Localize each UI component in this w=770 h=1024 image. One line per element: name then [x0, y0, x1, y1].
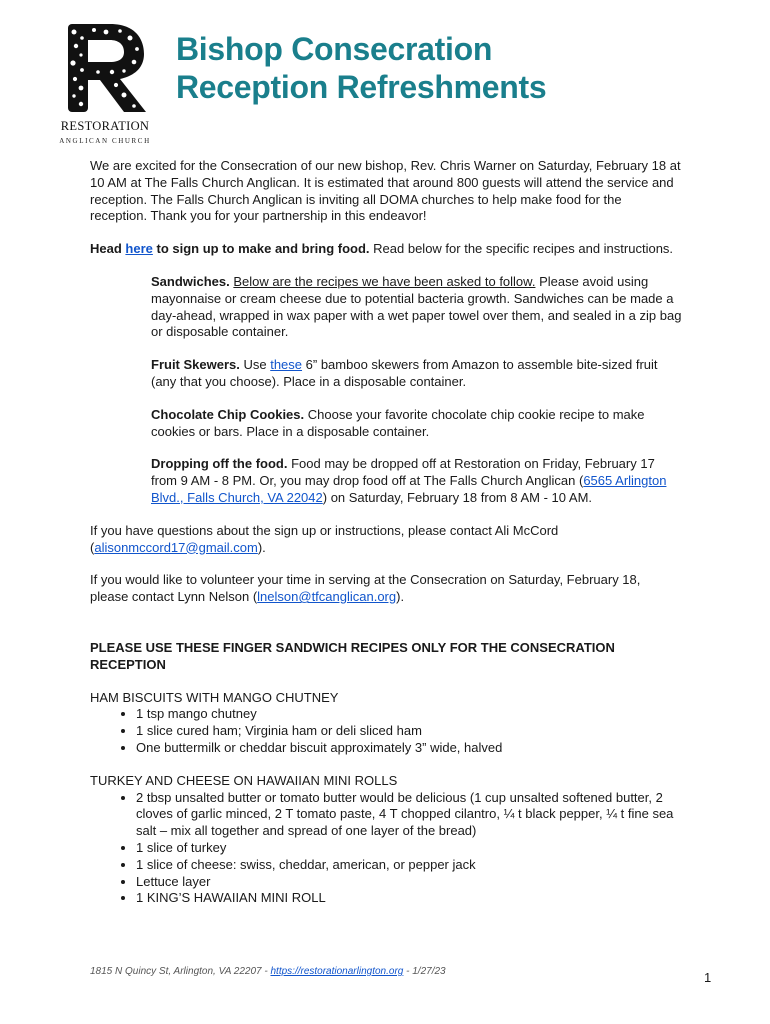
turkey-ingredient-list — [90, 790, 682, 908]
signup-paragraph: Head here to sign up to make and bring food. Read below for the specific recipes and instructions. — [90, 241, 674, 257]
recipes-heading: PLEASE USE THESE FINGER SANDWICH RECIPES ONLY FOR THE CONSECRATION RECEPTION — [90, 639, 615, 672]
church-logo — [50, 22, 160, 145]
cookies-label: Chocolate Chip Cookies. — [151, 406, 305, 422]
list-item: • 1 slice of cheese: swiss, cheddar, american, or pepper jack — [136, 857, 682, 874]
list-item: • Lettuce layer — [136, 874, 682, 891]
volunteer-paragraph: If you would like to volunteer your time in serving at the Consecration on Saturday, February 18, please contact Lynn Nelson (lnelson@tfcanglican.org). — [90, 572, 641, 605]
page-title — [176, 30, 546, 106]
skewers-link[interactable]: these — [270, 357, 303, 373]
list-item: • 2 tbsp unsalted butter or tomato butter would be delicious (1 cup unsalted softened butter, 2 cloves of garlic minced, 2 T tomato paste, 4 T chopped cilantro, ¼ t black pepper, ¼ t fine sea salt – mix all together and spread of one layer of the bread) — [136, 790, 682, 840]
ali-email-link[interactable]: alisonmccord17@gmail.com — [94, 539, 258, 555]
sandwiches-underlined: Below are the recipes we have been asked to follow. — [233, 273, 536, 289]
dropoff-label: Dropping off the food. — [151, 456, 288, 472]
logo-letter-icon — [54, 22, 154, 114]
address-link[interactable]: 6565 Arlington Blvd., Falls Church, VA 22042 — [151, 473, 667, 505]
signup-link[interactable]: here — [125, 241, 153, 257]
sandwiches-paragraph: Sandwiches. Below are the recipes we have been asked to follow. Please avoid using mayonnaise or cream cheese due to potential bacteria growth. Sandwiches can be made a day-ahead, wrapped in wax paper with a wet paper towel over them, and sealed in a zip bag or disposable container. — [151, 273, 682, 340]
list-item: • 1 slice cured ham; Virginia ham or deli sliced ham — [136, 723, 682, 740]
sandwiches-label: Sandwiches. — [151, 273, 230, 289]
document-body — [90, 158, 682, 923]
lynn-email-link[interactable]: lnelson@tfcanglican.org — [257, 589, 397, 605]
skewers-label: Fruit Skewers. — [151, 357, 240, 373]
questions-paragraph: If you have questions about the sign up or instructions, please contact Ali McCord (alisonmccord17@gmail.com). — [90, 522, 559, 555]
website-link[interactable]: https://restorationarlington.org — [270, 966, 404, 977]
cookies-paragraph: Chocolate Chip Cookies. Choose your favorite chocolate chip cookie recipe to make cookies or bars. Place in a disposable container. — [151, 406, 645, 439]
turkey-recipe-title: TURKEY AND CHEESE ON HAWAIIAN MINI ROLLS — [90, 772, 398, 788]
dropoff-paragraph: Dropping off the food. Food may be dropped off at Restoration on Friday, February 17 from 9 AM - 8 PM. Or, you may drop food off at The Falls Church Anglican (6565 Arlington Blvd., Falls Church, VA 22042) on Saturday, February 18 from 8 AM - 10 AM. — [151, 456, 667, 505]
logo-wordmark: RESTORATION — [60, 119, 150, 133]
list-item: • One buttermilk or cheddar biscuit approximately 3” wide, halved — [136, 740, 682, 757]
list-item: • 1 KING’S HAWAIIAN MINI ROLL — [136, 890, 682, 907]
intro-paragraph: We are excited for the Consecration of our new bishop, Rev. Chris Warner on Saturday, February 18 at 10 AM at The Falls Church Anglican. It is estimated that around 800 guests will attend the service and reception. The Falls Church Anglican is inviting all DOMA churches to help make food for the reception. Thank you for your partnership in this endeavor! — [90, 158, 681, 224]
ham-ingredient-list — [90, 706, 682, 756]
ham-recipe-title: HAM BISCUITS WITH MANGO CHUTNEY — [90, 689, 339, 705]
skewers-paragraph: Fruit Skewers. Use these 6” bamboo skewers from Amazon to assemble bite-sized fruit (any that you choose). Place in a disposable container. — [151, 357, 658, 389]
title-line-2: Reception Refreshments — [176, 69, 547, 105]
logo-subtitle: ANGLICAN CHURCH — [59, 137, 151, 145]
list-item: • 1 slice of turkey — [136, 840, 682, 857]
title-line-1: Bishop Consecration — [176, 31, 493, 67]
list-item: • 1 tsp mango chutney — [136, 706, 682, 723]
page-footer: 1815 N Quincy St, Arlington, VA 22207 - https://restorationarlington.org - 1/27/23 — [90, 966, 446, 977]
page-number: 1 — [704, 970, 712, 985]
